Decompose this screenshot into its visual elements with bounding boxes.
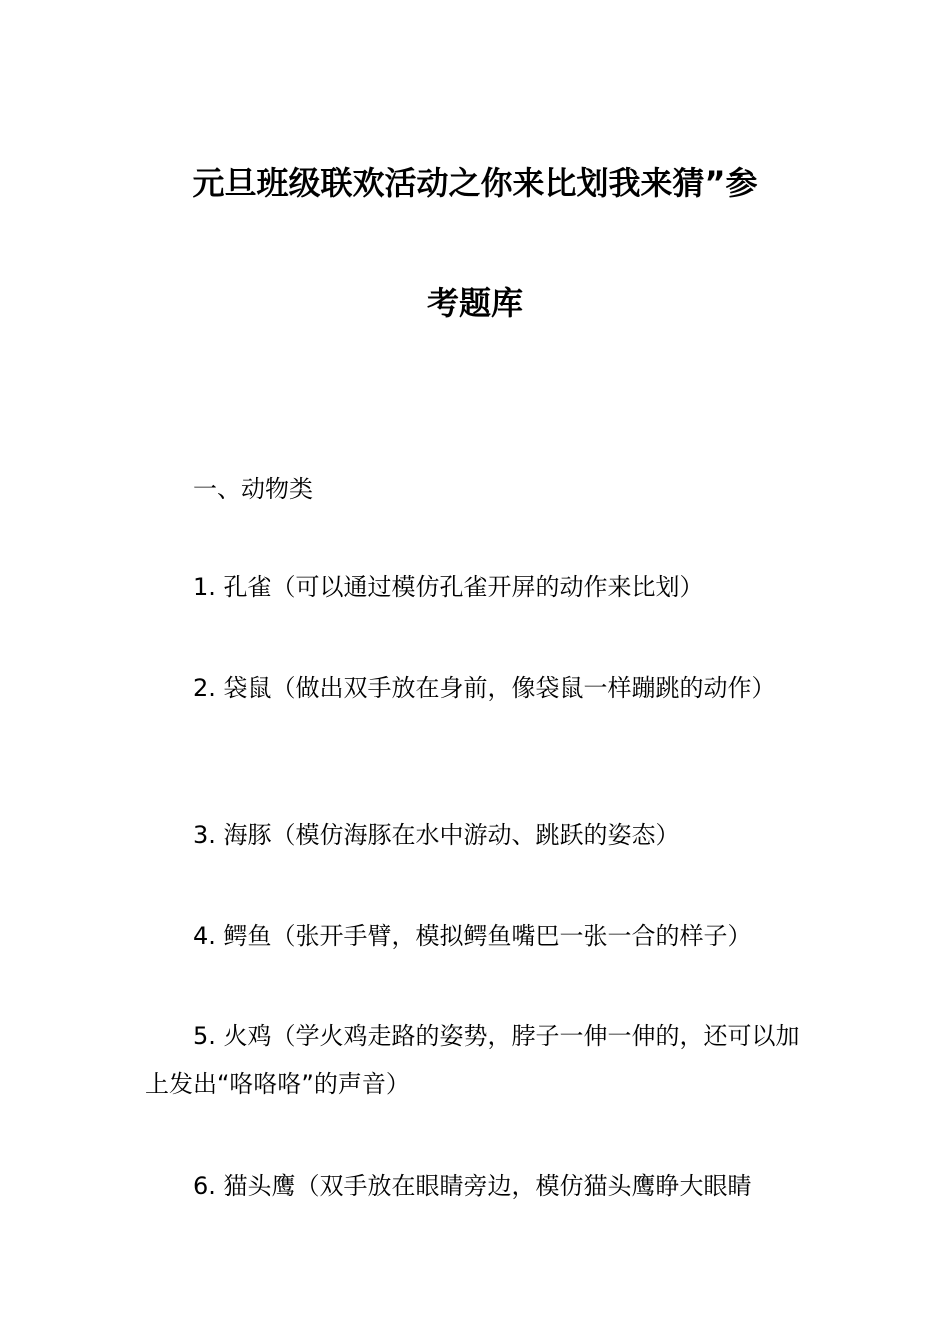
section-heading: 一、动物类 — [193, 475, 313, 503]
list-item: 2. 袋鼠（做出双手放在身前，像袋鼠一样蹦跳的动作） — [193, 674, 776, 702]
list-item: 4. 鳄鱼（张开手臂，模拟鳄鱼嘴巴一张一合的样子） — [193, 922, 752, 950]
list-item: 3. 海豚（模仿海豚在水中游动、跳跃的姿态） — [193, 821, 680, 849]
list-item: 1. 孔雀（可以通过模仿孔雀开屏的动作来比划） — [193, 573, 704, 601]
list-item: 5. 火鸡（学火鸡走路的姿势，脖子一伸一伸的，还可以加上发出“咯咯咯”的声音） — [145, 1022, 800, 1098]
list-item: 6. 猫头鹰（双手放在眼睛旁边，模仿猫头鹰睁大眼睛 — [193, 1172, 752, 1200]
document-title-line-2: 考题库 — [426, 284, 523, 322]
document-title-line-1: 元旦班级联欢活动之你来比划我来猜”参 — [192, 164, 758, 202]
